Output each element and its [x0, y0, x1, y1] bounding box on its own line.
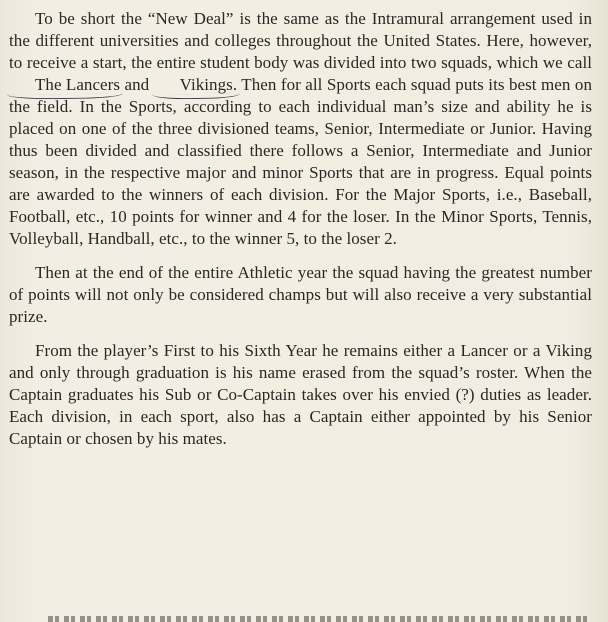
paragraph-1-rest-text: Then for all Sports each squad puts its best men on the field. In the Sports, according to each individual man’s size and ability he is placed on one of the three divisioned teams, Senior, Intermediate or Junior. Having thus been divided and classified there follows a Senior, Intermediate and Junior season, in the respective major and minor Sports that are in progress. Equal points are awarded to the winners of each division. For the Major Sports, i.e., Baseball, Football, etc., 10 points for winner and 4 for the loser. In the Minor Sports, Tennis, Volleyball, Handball, etc., to the winner 5, to the loser 2. — [9, 75, 593, 248]
paragraph-1-intro-text: To be short the “New Deal” is the same as the Intramural arrangement used in the different universities and colleges throughout the United States. Here, however, to receive a start, the entire student body was divided into two squads, which we call — [9, 9, 592, 72]
squad-conjunction: and — [120, 75, 154, 94]
squad-name-lancers: The Lancers — [9, 74, 120, 96]
paragraph-new-deal — [9, 8, 592, 250]
paragraph-athletic-year: Then at the end of the entire Athletic year the squad having the greatest number of points will not only be considered champs but will also receive a very substantial prize. — [9, 263, 592, 326]
cut-off-text-line — [0, 611, 608, 622]
cut-off-text-fragment — [48, 616, 588, 622]
squad-name-vikings: Vikings. — [154, 74, 237, 96]
paragraph-lancer-viking-membership: From the player’s First to his Sixth Year he remains either a Lancer or a Viking and only through graduation is his name erased from the squad’s roster. When the Captain graduates his Sub or Co-Captain takes over his envied (?) duties as leader. Each division, in each sport, also has a Captain either appointed by his Senior Captain or chosen by his mates. — [9, 341, 592, 448]
article-body — [9, 8, 592, 462]
